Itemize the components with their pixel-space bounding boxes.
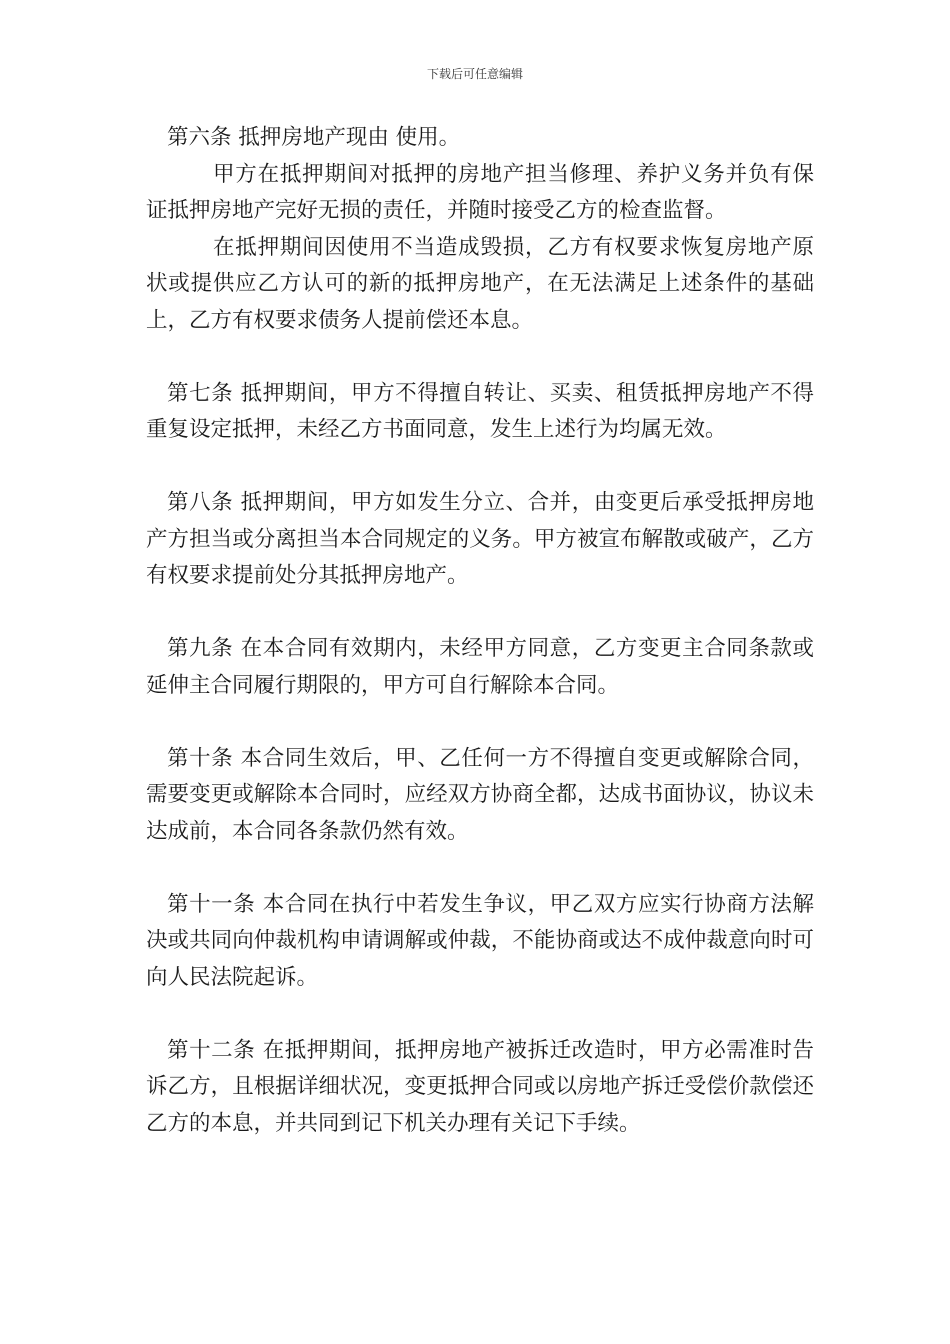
article-8-text: 第八条 抵押期间，甲方如发生分立、合并，由变更后承受抵押房地产方担当或分离担当本合同规定的义务。甲方被宣布解散或破产，乙方有权要求提前处分其抵押房地产。 <box>146 490 814 588</box>
article-6-paragraph-2: 在抵押期间因使用不当造成毁损，乙方有权要求恢复房地产原状或提供应乙方认可的新的抵押房地产，在无法满足上述条件的基础上，乙方有权要求债务人提前偿还本息。 <box>146 234 814 333</box>
article-10-text: 第十条 本合同生效后，甲、乙任何一方不得擅自变更或解除合同，需要变更或解除本合同时，应经双方协商全都，达成书面协议，协议未达成前，本合同各条款仍然有效。 <box>146 745 814 844</box>
article-6-heading: 第六条 抵押房地产现由 使用。 <box>167 125 461 150</box>
article-9-text: 第九条 在本合同有效期内，未经甲方同意，乙方变更主合同条款或延伸主合同履行期限的，甲方可自行解除本合同。 <box>146 636 814 698</box>
article-11-text: 第十一条 本合同在执行中若发生争议，甲乙双方应实行协商方法解决或共同向仲裁机构申请调解或仲裁，不能协商或达不成仲裁意向时可向人民法院起诉。 <box>146 891 814 990</box>
article-12-text: 第十二条 在抵押期间，抵押房地产被拆迁改造时，甲方必需准时告诉乙方，且根据详细状况，变更抵押合同或以房地产拆迁受偿价款偿还乙方的本息，并共同到记下机关办理有关记下手续。 <box>146 1037 814 1136</box>
article-7 <box>146 376 814 449</box>
article-9 <box>146 631 814 704</box>
article-11 <box>146 887 814 997</box>
article-8 <box>146 485 814 595</box>
article-12 <box>146 1033 814 1143</box>
article-10 <box>146 741 814 851</box>
article-6-paragraph-1: 甲方在抵押期间对抵押的房地产担当修理、养护义务并负有保证抵押房地产完好无损的责任，并随时接受乙方的检查监督。 <box>146 161 814 223</box>
article-7-text: 第七条 抵押期间，甲方不得擅自转让、买卖、租赁抵押房地产不得重复设定抵押，未经乙方书面同意，发生上述行为均属无效。 <box>146 380 814 442</box>
article-6 <box>146 120 814 339</box>
page-header-note: 下载后可任意编辑 <box>426 67 523 81</box>
document-body <box>146 120 814 1142</box>
